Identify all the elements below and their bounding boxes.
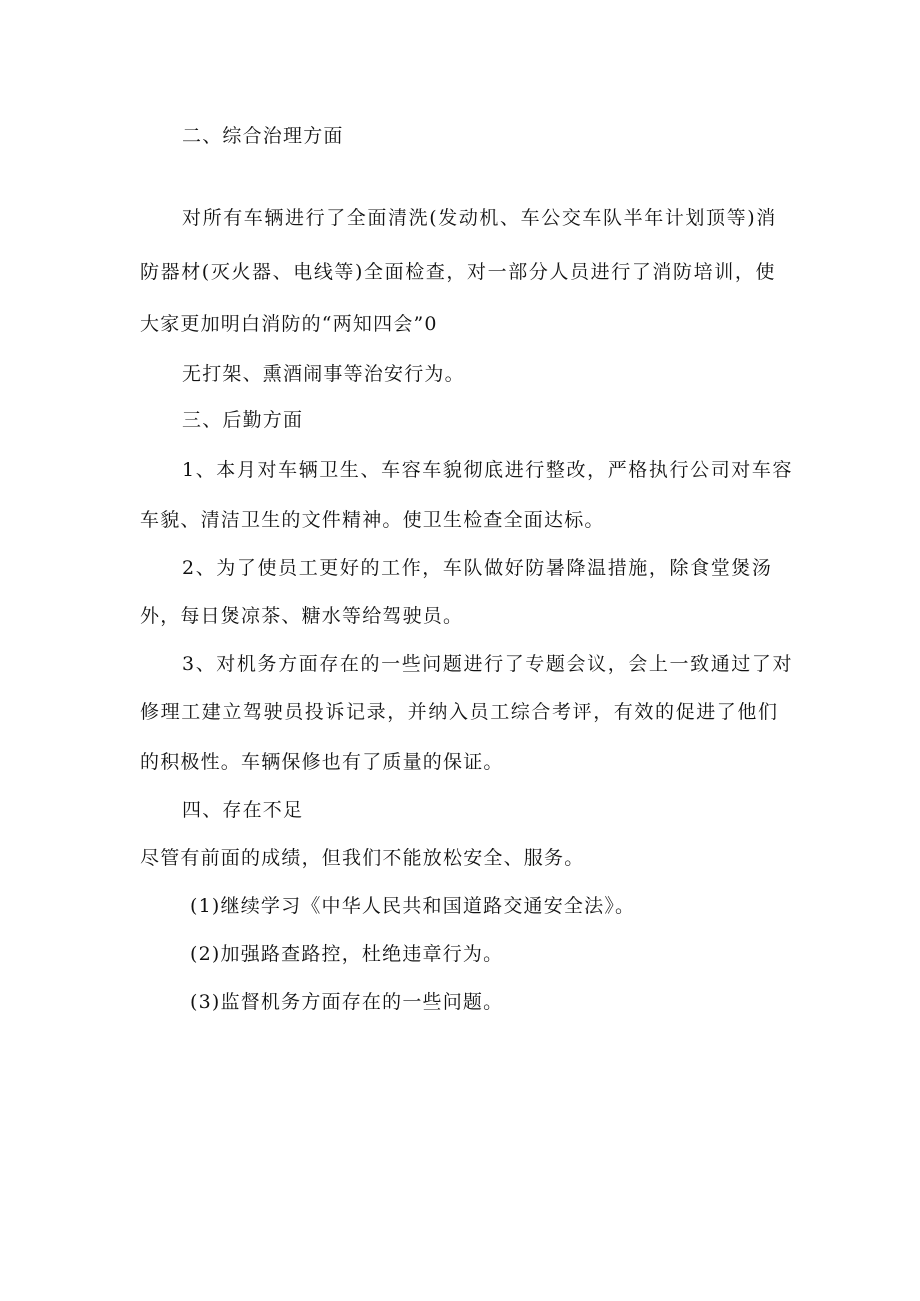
paragraph-line: 对所有车辆进行了全面清洗(发动机、车公交车队半年计划顶等)消 — [182, 207, 777, 229]
section-heading-comprehensive-governance: 二、综合治理方面 — [182, 125, 344, 147]
list-item: (2)加强路查路控，杜绝违章行为。 — [190, 943, 504, 965]
paragraph-line: 大家更加明白消防的“两知四会”0 — [140, 313, 438, 335]
list-item-line: 外，每日煲凉茶、糖水等给驾驶员。 — [140, 605, 464, 627]
section-heading-shortcomings: 四、存在不足 — [182, 799, 304, 821]
paragraph-line: 无打架、熏酒闹事等治安行为。 — [182, 363, 465, 385]
list-item: (3)监督机务方面存在的一些问题。 — [190, 991, 504, 1013]
list-item-line: 2、为了使员工更好的工作，车队做好防暑降温措施，除食堂煲汤 — [182, 557, 773, 579]
section-heading-logistics: 三、后勤方面 — [182, 409, 304, 431]
paragraph-line: 防器材(灭火器、电线等)全面检查，对一部分人员进行了消防培训，使 — [140, 261, 777, 283]
list-item-line: 修理工建立驾驶员投诉记录，并纳入员工综合考评，有效的促进了他们 — [140, 701, 779, 723]
list-item: (1)继续学习《中华人民共和国道路交通安全法》。 — [190, 895, 636, 917]
list-item-line: 车貌、清洁卫生的文件精神。使卫生检查全面达标。 — [140, 509, 605, 531]
list-item-line: 的积极性。车辆保修也有了质量的保证。 — [140, 751, 504, 773]
list-item-line: 1、本月对车辆卫生、车容车貌彻底进行整改，严格执行公司对车容 — [182, 459, 794, 481]
list-item-line: 3、对机务方面存在的一些问题进行了专题会议，会上一致通过了对 — [182, 653, 794, 675]
paragraph-line: 尽管有前面的成绩，但我们不能放松安全、服务。 — [140, 847, 585, 869]
